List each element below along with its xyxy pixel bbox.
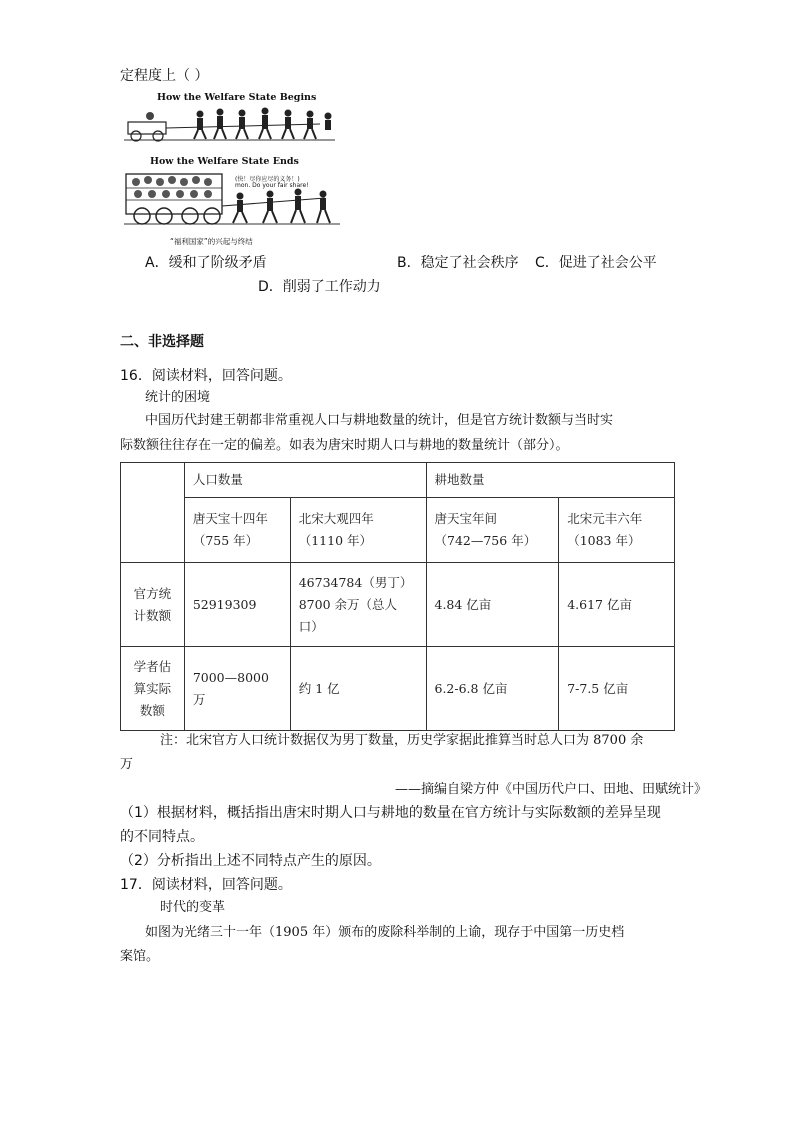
table-col-header: 北宋大观四年 （1110 年） xyxy=(290,498,426,563)
material-title: 统计的困境 xyxy=(145,390,211,405)
speech-bubble-line2: mon. Do your fair share! xyxy=(235,182,309,189)
material-intro-line1: 中国历代封建王朝都非常重视人口与耕地数量的统计，但是官方统计数额与当时实 xyxy=(145,413,614,428)
table-cell: 52919309 xyxy=(184,563,290,647)
option-b[interactable]: B．稳定了社会秩序 xyxy=(397,255,519,271)
table-corner-cell xyxy=(121,463,185,563)
table-row-label: 学者估 算实际 数额 xyxy=(121,647,185,731)
material-text-line2: 案馆。 xyxy=(120,949,160,964)
sub-question1-line1: （1）根据材料，概括指出唐宋时期人口与耕地的数量在官方统计与实际数额的差异呈现 xyxy=(120,805,661,821)
table-cell: 约 1 亿 xyxy=(290,647,426,731)
option-a[interactable]: A．缓和了阶级矛盾 xyxy=(145,255,267,271)
question17-stem: 17．阅读材料，回答问题。 xyxy=(120,877,292,893)
table-group-population: 人口数量 xyxy=(184,463,426,498)
table-group-land: 耕地数量 xyxy=(426,463,675,498)
table-cell: 4.617 亿亩 xyxy=(559,563,675,647)
question-stem-tail: 定程度上（ ） xyxy=(120,68,209,84)
sub-question2: （2）分析指出上述不同特点产生的原因。 xyxy=(120,853,381,869)
statistics-table xyxy=(120,462,675,731)
cartoon-bottom-scene xyxy=(120,168,345,230)
material-intro-line2: 际数额往往存在一定的偏差。如表为唐宋时期人口与耕地的数量统计（部分）。 xyxy=(120,438,569,453)
table-col-header: 唐天宝十四年 （755 年） xyxy=(184,498,290,563)
option-c[interactable]: C．促进了社会公平 xyxy=(535,255,657,271)
table-note-line1: 注：北宋官方人口统计数据仅为男丁数量，历史学家据此推算当时总人口为 8700 余 xyxy=(160,733,644,748)
source-citation: ——摘编自梁方仲《中国历代户口、田地、田赋统计》 xyxy=(395,782,708,797)
table-cell: 7-7.5 亿亩 xyxy=(559,647,675,731)
table-cell: 46734784（男丁） 8700 余万（总人 口） xyxy=(290,563,426,647)
table-col-header: 北宋元丰六年 （1083 年） xyxy=(559,498,675,563)
sub-question1-line2: 的不同特点。 xyxy=(120,829,204,845)
table-note-line2: 万 xyxy=(120,757,134,772)
table-cell: 6.2-6.8 亿亩 xyxy=(426,647,559,731)
material-text-line1: 如图为光绪三十一年（1905 年）颁布的废除科举制的上谕，现存于中国第一历史档 xyxy=(145,925,625,940)
option-d[interactable]: D．削弱了工作动力 xyxy=(258,279,381,295)
section-heading: 二、非选择题 xyxy=(120,334,204,350)
table-cell: 4.84 亿亩 xyxy=(426,563,559,647)
material-title-17: 时代的变革 xyxy=(160,900,226,915)
cartoon-title-bottom: How the Welfare State Ends xyxy=(150,156,299,167)
cartoon-caption: “福利国家”的兴起与终结 xyxy=(170,237,253,246)
table-row-label: 官方统 计数额 xyxy=(121,563,185,647)
welfare-state-cartoon xyxy=(120,88,345,253)
speech-bubble-line1: (快！尽你应尽的义务！) xyxy=(235,176,300,183)
question16-stem: 16．阅读材料，回答问题。 xyxy=(120,368,292,384)
table-cell: 7000—8000 万 xyxy=(184,647,290,731)
cartoon-title-top: How the Welfare State Begins xyxy=(157,92,317,103)
table-col-header: 唐天宝年间 （742—756 年） xyxy=(426,498,559,563)
cartoon-top-scene xyxy=(120,102,345,147)
